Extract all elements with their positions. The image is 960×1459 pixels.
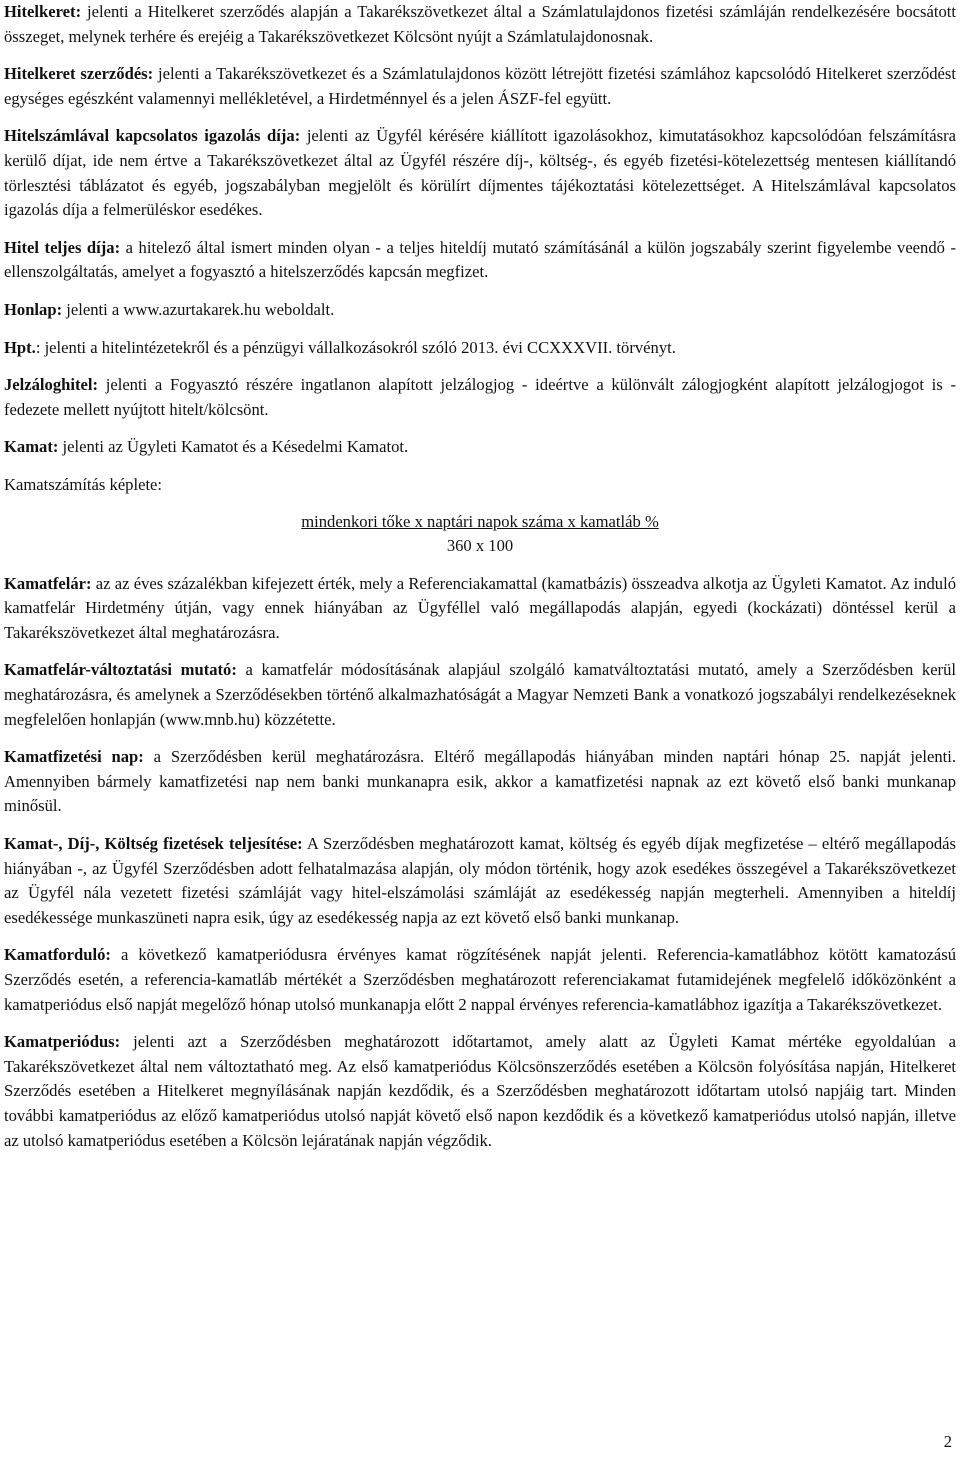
definition-text: jelenti az Ügyleti Kamatot és a Késedelmi Kamatot. bbox=[58, 437, 409, 457]
definition-hitelkeret-szerzodes bbox=[4, 62, 956, 111]
formula-numerator: mindenkori tőke x naptári napok száma x kamatláb % bbox=[301, 511, 659, 531]
definition-hitelszamla-igazolas-dija bbox=[4, 124, 956, 222]
definition-hpt bbox=[4, 336, 956, 361]
definition-honlap bbox=[4, 298, 956, 323]
definition-kamatfelar bbox=[4, 572, 956, 646]
definition-text: a kamatfelár módosításának alapjául szolgáló kamatváltoztatási mutató, amely a Szerződésben kerül meghatározásra, és amelynek a Szerződésekben történő alkalmazhatóságát a Magyar Nemzeti Bank a vonatkozó jogszabályi rendelkezéseknek megfelelően honlapján (www.mnb.hu) közzétette. bbox=[4, 660, 956, 729]
definition-text: az az éves százalékban kifejezett érték, mely a Referenciakamattal (kamatbázis) összeadva alkotja az Ügyleti Kamatot. Az induló kamatfelár Hirdetmény útján, vagy ennek hiányában az Ügyféllel való megállapodás alapján, egyedi (kockázati) döntéssel kerül a Takarékszövetkezet által meghatározásra. bbox=[4, 573, 956, 642]
definition-text: jelenti a Takarékszövetkezet és a Számlatulajdonos között létrejött fizetési számlához kapcsolódó Hitelkeret szerződést egységes egészként valamennyi mellékletével, a Hirdetménnyel és a jelen ÁSZF-fel együtt. bbox=[4, 64, 956, 108]
definition-text: A Szerződésben meghatározott kamat, költség és egyéb díjak megfizetése – eltérő megállapodás hiányában -, az Ügyfél Szerződésben adott felhatalmazása alapján, oly módon történik, hogy azok esedékes összegével a Takarékszövetkezet az Ügyfél nála vezetett fizetési számláját vagy hitel-elszámolási számláját az esedékesség napján megterheli. Amennyiben a hiteldíj esedékessége munkaszüneti napra esik, úgy az esedékesség napja az ezt követő első banki munkanap. bbox=[4, 834, 956, 927]
definition-kamatfelar-valtoztatasi-mutato bbox=[4, 658, 956, 732]
interest-formula bbox=[4, 510, 956, 559]
formula-label: Kamatszámítás képlete: bbox=[4, 474, 163, 494]
definition-text: jelenti azt a Szerződésben meghatározott időtartamot, amely alatt az Ügyleti Kamat mértéke egyoldalúan a Takarékszövetkezet által nem változtatható meg. Az első kamatperiódus Kölcsönszerződés esetében a Kölcsön folyósítása napján, Hitelkeret Szerződés esetében a Hitelkeret megnyílásának napján kezdődik, és a Szerződésben meghatározott időtartam utolsó napjáig tart. Minden további kamatperiódus az előző kamatperiódus utolsó napját követő első napon kezdődik és a következő kamatperiódus utolsó napján, illetve az utolsó kamatperiódus esetében a Kölcsön lejáratának napján végződik. bbox=[4, 1032, 956, 1150]
definition-fizetesek-teljesitese bbox=[4, 832, 956, 930]
definition-text: a hitelező által ismert minden olyan - a teljes hiteldíj mutató számításánál a külön jogszabály szerint figyelembe veendő - ellenszolgáltatás, amelyet a fogyasztó a hitelszerződés kapcsán megfizet. bbox=[4, 237, 956, 282]
definition-term: Kamat: bbox=[4, 437, 59, 457]
definition-term: Hitelkeret: bbox=[4, 2, 82, 21]
formula-denominator: 360 x 100 bbox=[446, 536, 514, 556]
definition-text: jelenti a Hitelkeret szerződés alapján a Takarékszövetkezet által a Számlatulajdonos fizetési számláján rendelkezésére bocsátott összeget, melynek terhére és erejéig a Takarékszövetkezet Kölcsönt nyújt a Számlatulajdonosnak. bbox=[4, 2, 956, 46]
definition-text: : jelenti a hitelintézetekről és a pénzügyi vállalkozásokról szóló 2013. évi CCXXXVII. törvényt. bbox=[35, 337, 676, 357]
definition-kamatfizetesi-nap bbox=[4, 745, 956, 819]
definition-term: Kamatfelár: bbox=[4, 573, 92, 593]
definition-term: Kamat-, Díj-, Költség fizetések teljesítése: bbox=[4, 834, 303, 854]
definition-kamatfordulo bbox=[4, 943, 956, 1017]
definition-kamat bbox=[4, 435, 956, 460]
definition-hitel-teljes-dija bbox=[4, 236, 956, 285]
definition-hitelkeret bbox=[4, 0, 956, 49]
definition-text: a következő kamatperiódusra érvényes kamat rögzítésének napját jelenti. Referencia-kamatlábhoz kötött kamatozású Szerződés esetén, a referencia-kamatláb mértékét a Szerződésben meghatározott referenciakamat futamidejének megfelelő időközönként a kamatperiódus első napját megelőző hónap utolsó munkanapja előtt 2 nappal érvényes referencia-kamatlábhoz igazítja a Takarékszövetkezet. bbox=[4, 945, 956, 1014]
definition-term: Hpt. bbox=[4, 337, 36, 357]
definition-term: Hitelkeret szerződés: bbox=[4, 64, 154, 84]
definition-text: jelenti a www.azurtakarek.hu weboldalt. bbox=[62, 299, 335, 319]
definition-text: jelenti az Ügyfél kérésére kiállított igazolásokhoz, kimutatásokhoz kapcsolódóan felszámításra kerülő díjat, ide nem értve a Takarékszövetkezet által az Ügyfél részére díj-, költség-, és egyéb fizetési-kötelezettség mentesen kiállítandó törlesztési táblázatot és egyéb, jogszabályban megjelölt és körülírt díjmentes tájékoztatási kötelezettséget. A Hitelszámlával kapcsolatos igazolás díja a felmerüléskor esedékes. bbox=[4, 126, 956, 220]
definition-term: Kamatperiódus: bbox=[4, 1032, 121, 1052]
definition-text: jelenti a Fogyasztó részére ingatlanon alapított jelzálogjog - ideértve a különvált zálogjogként alapított jelzálogjogot is - fedezete mellett nyújtott hitelt/kölcsönt. bbox=[4, 375, 956, 419]
definition-term: Hitel teljes díja: bbox=[4, 237, 121, 257]
page-number: 2 bbox=[943, 1432, 952, 1452]
definition-jelzaloghitel bbox=[4, 373, 956, 422]
definition-kamatperiodus bbox=[4, 1030, 956, 1153]
definition-term: Jelzáloghitel: bbox=[4, 375, 99, 395]
definition-term: Hitelszámlával kapcsolatos igazolás díja: bbox=[4, 126, 301, 146]
definition-text: a Szerződésben kerül meghatározásra. Eltérő megállapodás hiányában minden naptári hónap 25. napját jelenti. Amennyiben bármely kamatfizetési nap nem banki munkanapra esik, akkor a kamatfizetési napnak az ezt követő első banki munkanap minősül. bbox=[4, 747, 957, 816]
definition-term: Kamatfelár-változtatási mutató: bbox=[4, 660, 237, 680]
definition-term: Kamatfizetési nap: bbox=[4, 747, 144, 767]
definition-term: Honlap: bbox=[4, 299, 63, 319]
definition-term: Kamatforduló: bbox=[4, 945, 111, 965]
